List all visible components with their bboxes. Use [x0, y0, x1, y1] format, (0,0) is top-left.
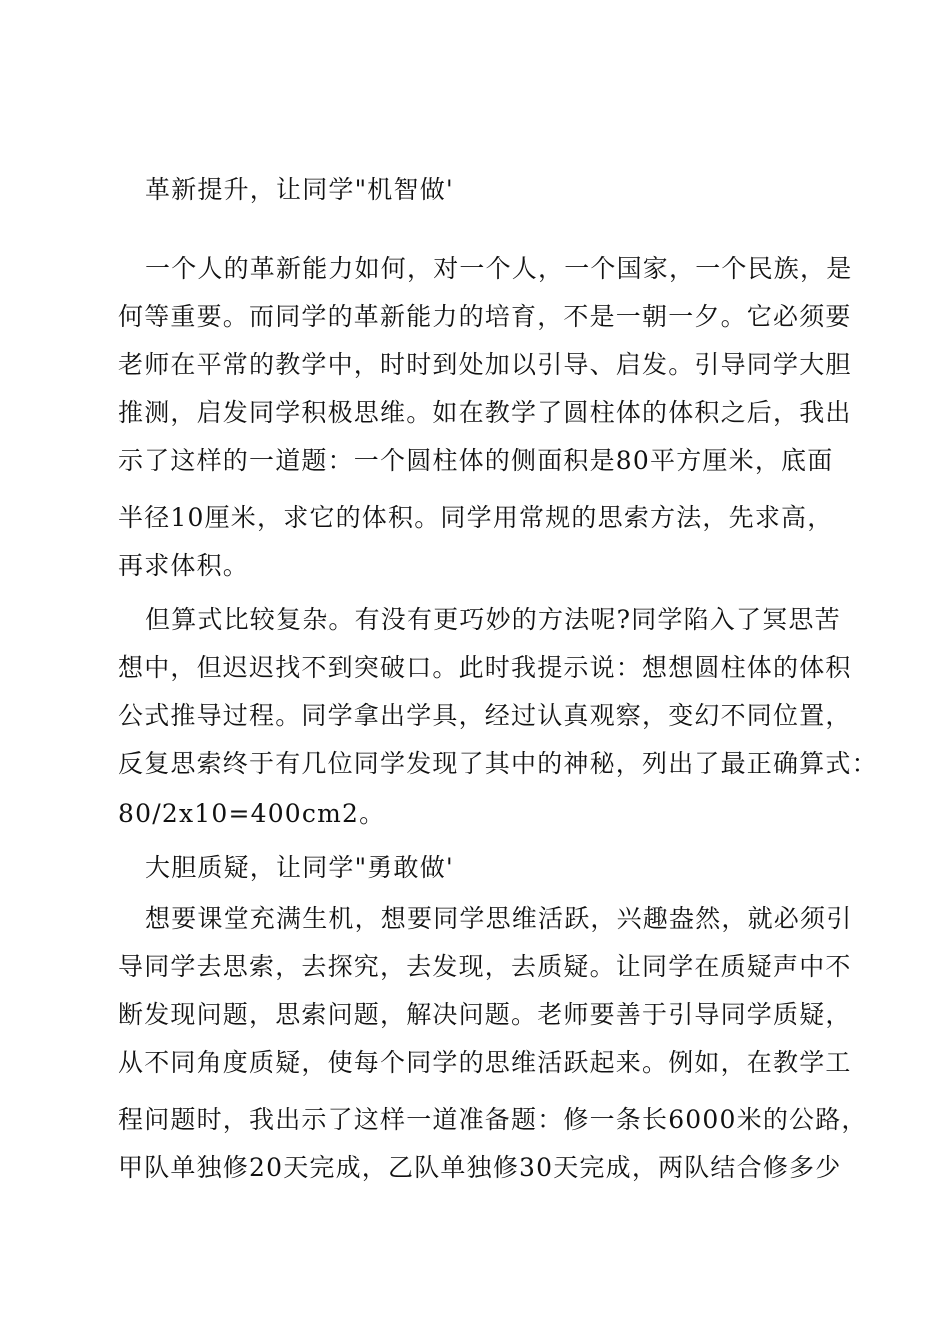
paragraph-line: 一个人的革新能力如何，对一个人，一个国家，一个民族，是 — [145, 254, 853, 283]
section-heading-questioning: 大胆质疑，让同学"勇敢做' — [145, 853, 454, 882]
paragraph-line: 从不同角度质疑，使每个同学的思维活跃起来。例如，在教学工 — [118, 1048, 852, 1077]
paragraph-line: 半径10厘米，求它的体积。同学用常规的思索方法，先求高， — [118, 503, 834, 532]
paragraph-line: 想要课堂充满生机，想要同学思维活跃，兴趣盎然，就必须引 — [145, 904, 853, 933]
paragraph-line: 甲队单独修20天完成，乙队单独修30天完成，两队结合修多少 — [118, 1153, 842, 1182]
paragraph-line: 想中，但迟迟找不到突破口。此时我提示说：想想圆柱体的体积 — [118, 653, 852, 682]
paragraph-line: 反复思索终于有几位同学发现了其中的神秘，列出了最正确算式： — [118, 749, 878, 778]
paragraph-line: 推测，启发同学积极思维。如在教学了圆柱体的体积之后，我出 — [118, 398, 852, 427]
paragraph-line: 但算式比较复杂。有没有更巧妙的方法呢?同学陷入了冥思苦 — [145, 605, 841, 634]
paragraph-line: 程问题时，我出示了这样一道准备题：修一条长6000米的公路， — [118, 1105, 868, 1134]
paragraph-line: 断发现问题，思索问题，解决问题。老师要善于引导同学质疑， — [118, 1000, 852, 1029]
section-heading-innovation: 革新提升，让同学"机智做' — [145, 175, 454, 204]
paragraph-line: 示了这样的一道题：一个圆柱体的侧面积是80平方厘米，底面 — [118, 446, 834, 475]
paragraph-line: 导同学去思索，去探究，去发现，去质疑。让同学在质疑声中不 — [118, 952, 852, 981]
paragraph-line: 再求体积。 — [118, 551, 250, 580]
paragraph-line: 何等重要。而同学的革新能力的培育，不是一朝一夕。它必须要 — [118, 302, 852, 331]
paragraph-line: 公式推导过程。同学拿出学具，经过认真观察，变幻不同位置， — [118, 701, 852, 730]
formula-line: 80/2x10=400cm2。 — [118, 799, 386, 828]
paragraph-line: 老师在平常的教学中，时时到处加以引导、启发。引导同学大胆 — [118, 350, 852, 379]
